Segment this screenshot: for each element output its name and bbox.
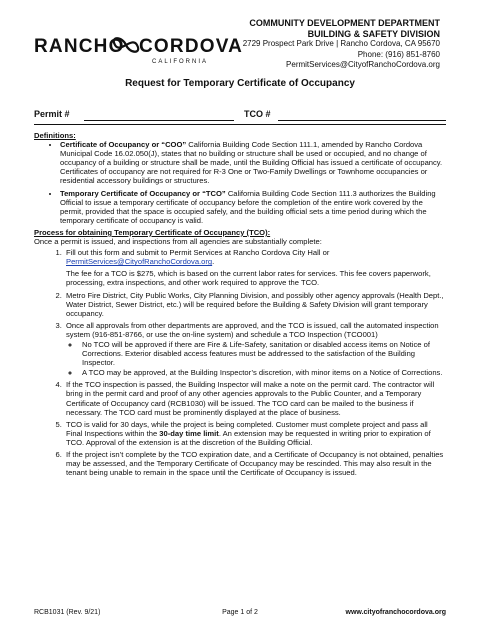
email: PermitServices@CityofRanchoCordova.org: [286, 60, 440, 69]
step-sublist: [66, 340, 446, 377]
process-intro: Once a permit is issued, and inspections from all agencies are substantially complete:: [34, 237, 322, 247]
step-text: . An extension may be requested in writing prior to expiration of TCO. Approval of the extension is at the discretion of the Building Official.: [66, 428, 431, 447]
step-text: Fill out this form and submit to Permit Services at Rancho Cordova City Hall or: [66, 248, 330, 258]
definition-text: California Building Code Section 111.3 authorizes the Building Official to issue a temporary certificate of occupancy before the completion of the entire work covered by the permit, provided that the space is occupied safely, and the building official sets a time period during which the temporary certificate of occupancy is valid.: [60, 188, 436, 225]
main-content: [34, 131, 446, 480]
step-text: If the TCO inspection is passed, the Building Inspector will make a note on the permit card. The contractor will bring in the permit card and proof of any other agencies approvals to the Public Counter, and a Temporary Certificate of Occupancy card (RCB1030) will be issued. The TCO card can be mailed to the business if necessary. The TCO card must be prominently displayed at the place of business.: [66, 380, 435, 417]
sub-item: ◦ No TCO will be approved if there are Fire & Life-Safety, sanitation or disabled access items on Notice of Corrections. Exterior disabled access features must be addressed to the satisfaction of the Building Inspector.: [80, 340, 446, 367]
website-link[interactable]: www.cityofranchocordova.org: [345, 609, 446, 616]
step-text: .: [212, 257, 215, 267]
process-heading: Process for obtaining Temporary Certificate of Occupancy (TCO):: [34, 227, 271, 237]
step-item: [64, 380, 446, 416]
divider: [34, 124, 446, 125]
page-title: Request for Temporary Certificate of Occupancy: [125, 78, 355, 89]
step-item: [64, 321, 446, 378]
sub-item: ◦ A TCO may be approved, at the Building Inspector’s discretion, with minor items on a Notice of Corrections.: [80, 368, 446, 377]
step-text: If the project isn’t complete by the TCO expiration date, and a Certificate of Occupancy is not obtained, penalties may be assessed, and the Temporary Certificate of Occupancy may be rescinded. This may also result in the tenant being unable to remain in the space until the Certificate of Occupancy is issued.: [66, 450, 444, 478]
step-item: [64, 450, 446, 477]
permit-number-field[interactable]: [84, 120, 234, 121]
page-number: Page 1 of 2: [222, 609, 258, 616]
step-item: [64, 248, 446, 287]
logo-subtitle: CALIFORNIA: [152, 59, 209, 65]
step-text: Once all approvals from other departments are approved, and the TCO is issued, call the automated inspection system (916-851-8766, or use the on-line system) and schedule a TCO Inspection (TCO001): [66, 320, 439, 339]
definitions-list: [34, 140, 446, 225]
process-steps: [34, 248, 446, 477]
definition-item-tco: [60, 189, 446, 225]
division-name: BUILDING & SAFETY DIVISION: [307, 28, 440, 39]
fee-note: The fee for a TCO is $275, which is based on the current labor rates for services. This fee covers paperwork, processing, extra inspections, and other work required to approve the TCO.: [66, 269, 431, 288]
step-text: Metro Fire District, City Public Works, City Planning Division, and possibly other agency approvals (Health Dept., Water District, Sewer District, etc.) will be required before the Building & Safety Division will grant temporary occupancy.: [66, 290, 444, 318]
form-id: RCB1031 (Rev. 9/21): [34, 609, 101, 616]
definition-text: California Building Code Section 111.1, amended by Rancho Cordova Municipal Code 16.02.050(J), states that no building or structure shall be used or occupied, and no change of occupancy of a building or structure shall be made, until the Building Official has issued a certificate of occupancy. Certificates of occupancy are not required for R-3 One or Two-Family Dwellings or Townhome occupancies or residential accessory buildings or structures.: [60, 140, 443, 186]
department-name: COMMUNITY DEVELOPMENT DEPARTMENT: [249, 18, 440, 28]
permit-label: Permit #: [34, 109, 70, 119]
step-text: TCO is valid for 30 days, while the project is being completed. Customer must complete project and pass all Final Inspections within the: [66, 419, 428, 438]
definition-term: Certificate of Occupancy or “COO”: [60, 140, 187, 150]
step-item: [64, 291, 446, 318]
definition-item-coo: [60, 140, 446, 185]
logo-right-word: CORDOVA: [139, 36, 244, 57]
tco-number-field[interactable]: [278, 120, 446, 121]
logo-left-word: RANCHO: [34, 36, 125, 57]
permit-services-email-link[interactable]: PermitServices@CityofRanchoCordova.org: [66, 257, 213, 267]
phone: Phone: (916) 851-8760: [357, 49, 440, 59]
time-limit: 30-day time limit: [159, 428, 219, 438]
rancho-cordova-logo: [30, 22, 244, 74]
definitions-heading: Definitions:: [34, 131, 76, 140]
step-item: [64, 420, 446, 447]
header-contact: [243, 18, 440, 71]
tco-label: TCO #: [244, 109, 271, 119]
address: 2729 Prospect Park Drive | Rancho Cordova, CA 95670: [242, 39, 440, 48]
definition-term: Temporary Certificate of Occupancy or “TCO”: [60, 188, 226, 198]
